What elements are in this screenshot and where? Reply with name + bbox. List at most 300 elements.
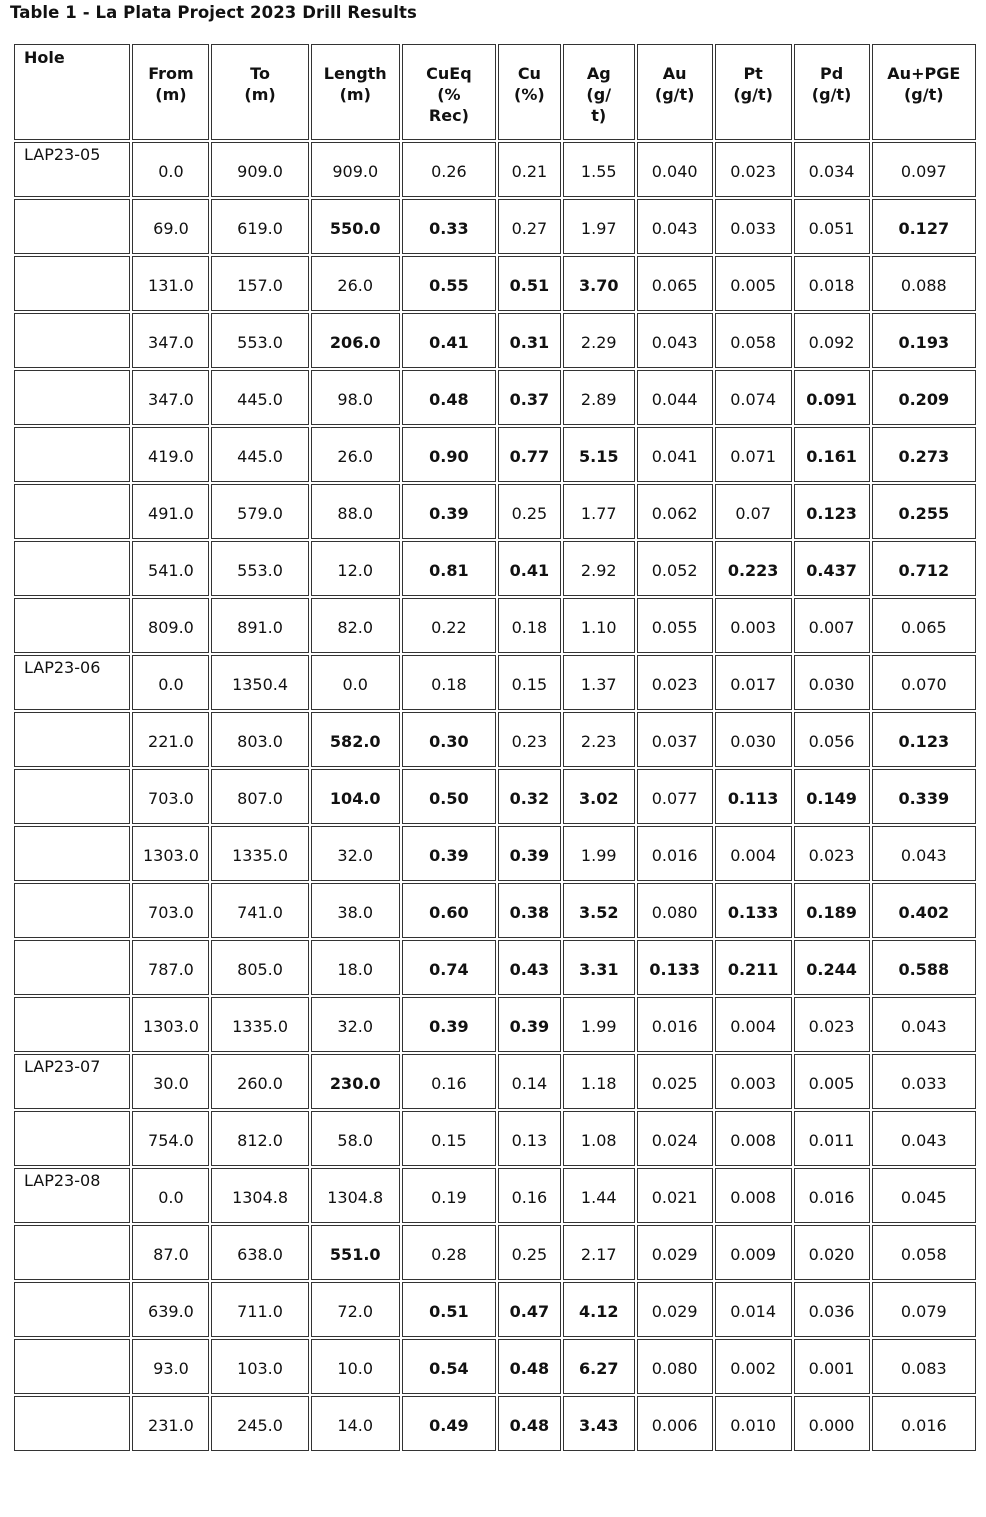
cell-from: 639.0 <box>132 1282 209 1337</box>
cell-to: 553.0 <box>211 313 308 368</box>
cell-from: 30.0 <box>132 1054 209 1109</box>
cell-cueq: 0.90 <box>402 427 496 482</box>
hole-cell <box>14 769 130 824</box>
cell-length: 26.0 <box>311 256 400 311</box>
cell-cueq: 0.41 <box>402 313 496 368</box>
cell-au-pge: 0.043 <box>872 997 976 1052</box>
cell-pd: 0.001 <box>794 1339 870 1394</box>
cell-au-pge: 0.070 <box>872 655 976 710</box>
cell-pd: 0.051 <box>794 199 870 254</box>
cell-pd: 0.092 <box>794 313 870 368</box>
cell-cu: 0.27 <box>498 199 561 254</box>
cell-pd: 0.244 <box>794 940 870 995</box>
table-row <box>14 598 976 653</box>
cell-pt: 0.058 <box>715 313 792 368</box>
cell-cu: 0.25 <box>498 1225 561 1280</box>
cell-au-pge: 0.127 <box>872 199 976 254</box>
cell-au-pge: 0.273 <box>872 427 976 482</box>
cell-cu: 0.39 <box>498 826 561 881</box>
cell-pt: 0.074 <box>715 370 792 425</box>
cell-ag: 1.99 <box>563 826 635 881</box>
cell-from: 0.0 <box>132 142 209 197</box>
cell-au-pge: 0.588 <box>872 940 976 995</box>
cell-pt: 0.133 <box>715 883 792 938</box>
cell-ag: 3.43 <box>563 1396 635 1451</box>
column-header-cu <box>498 44 561 140</box>
table-row <box>14 370 976 425</box>
cell-cueq: 0.15 <box>402 1111 496 1166</box>
column-header-line: (% <box>437 85 461 104</box>
column-header-cueq <box>402 44 496 140</box>
cell-from: 0.0 <box>132 655 209 710</box>
table-row <box>14 1282 976 1337</box>
cell-to: 445.0 <box>211 427 308 482</box>
column-header-line: To <box>250 64 270 83</box>
hole-cell <box>14 883 130 938</box>
cell-au: 0.062 <box>637 484 713 539</box>
cell-pt: 0.008 <box>715 1111 792 1166</box>
cell-to: 1335.0 <box>211 997 308 1052</box>
column-header-length <box>311 44 400 140</box>
cell-from: 703.0 <box>132 883 209 938</box>
cell-ag: 3.70 <box>563 256 635 311</box>
cell-au: 0.040 <box>637 142 713 197</box>
cell-pt: 0.223 <box>715 541 792 596</box>
cell-pd: 0.056 <box>794 712 870 767</box>
cell-to: 260.0 <box>211 1054 308 1109</box>
cell-length: 551.0 <box>311 1225 400 1280</box>
cell-length: 10.0 <box>311 1339 400 1394</box>
cell-au-pge: 0.083 <box>872 1339 976 1394</box>
cell-ag: 1.10 <box>563 598 635 653</box>
cell-cu: 0.39 <box>498 997 561 1052</box>
cell-cueq: 0.60 <box>402 883 496 938</box>
cell-cu: 0.38 <box>498 883 561 938</box>
column-header-from <box>132 44 209 140</box>
hole-cell <box>14 1225 130 1280</box>
cell-pt: 0.005 <box>715 256 792 311</box>
cell-pd: 0.005 <box>794 1054 870 1109</box>
table-row <box>14 1225 976 1280</box>
cell-cu: 0.48 <box>498 1396 561 1451</box>
cell-cueq: 0.26 <box>402 142 496 197</box>
cell-length: 32.0 <box>311 826 400 881</box>
cell-pd: 0.023 <box>794 997 870 1052</box>
column-header-line: Ag <box>586 64 611 83</box>
table-row <box>14 1339 976 1394</box>
cell-cueq: 0.51 <box>402 1282 496 1337</box>
table-row <box>14 1054 976 1109</box>
cell-ag: 2.92 <box>563 541 635 596</box>
cell-cu: 0.31 <box>498 313 561 368</box>
column-header-line: (m) <box>155 85 187 104</box>
cell-au-pge: 0.043 <box>872 826 976 881</box>
cell-cueq: 0.18 <box>402 655 496 710</box>
cell-from: 809.0 <box>132 598 209 653</box>
cell-length: 82.0 <box>311 598 400 653</box>
cell-pt: 0.071 <box>715 427 792 482</box>
cell-au-pge: 0.058 <box>872 1225 976 1280</box>
cell-cueq: 0.39 <box>402 997 496 1052</box>
hole-cell <box>14 541 130 596</box>
cell-pd: 0.000 <box>794 1396 870 1451</box>
cell-to: 909.0 <box>211 142 308 197</box>
column-header-line: (g/t) <box>654 85 695 104</box>
cell-au-pge: 0.123 <box>872 712 976 767</box>
cell-au-pge: 0.079 <box>872 1282 976 1337</box>
cell-pt: 0.004 <box>715 997 792 1052</box>
hole-cell <box>14 370 130 425</box>
hole-cell: LAP23-05 <box>14 142 130 197</box>
cell-from: 787.0 <box>132 940 209 995</box>
table-body <box>14 142 976 1451</box>
cell-from: 87.0 <box>132 1225 209 1280</box>
cell-au: 0.006 <box>637 1396 713 1451</box>
cell-cueq: 0.16 <box>402 1054 496 1109</box>
cell-au-pge: 0.255 <box>872 484 976 539</box>
cell-pt: 0.010 <box>715 1396 792 1451</box>
column-header-line: From <box>148 64 194 83</box>
cell-length: 0.0 <box>311 655 400 710</box>
cell-pd: 0.036 <box>794 1282 870 1337</box>
cell-from: 419.0 <box>132 427 209 482</box>
cell-to: 812.0 <box>211 1111 308 1166</box>
cell-pt: 0.002 <box>715 1339 792 1394</box>
cell-ag: 2.89 <box>563 370 635 425</box>
cell-pd: 0.007 <box>794 598 870 653</box>
cell-pt: 0.009 <box>715 1225 792 1280</box>
cell-pd: 0.161 <box>794 427 870 482</box>
cell-cueq: 0.50 <box>402 769 496 824</box>
cell-length: 12.0 <box>311 541 400 596</box>
column-header-pd <box>794 44 870 140</box>
cell-pt: 0.113 <box>715 769 792 824</box>
cell-from: 221.0 <box>132 712 209 767</box>
cell-length: 104.0 <box>311 769 400 824</box>
hole-cell <box>14 1111 130 1166</box>
cell-pt: 0.017 <box>715 655 792 710</box>
cell-ag: 4.12 <box>563 1282 635 1337</box>
cell-au: 0.044 <box>637 370 713 425</box>
cell-cueq: 0.55 <box>402 256 496 311</box>
cell-au: 0.029 <box>637 1225 713 1280</box>
column-header-line: Pd <box>819 64 844 83</box>
cell-cueq: 0.81 <box>402 541 496 596</box>
cell-from: 131.0 <box>132 256 209 311</box>
cell-cu: 0.48 <box>498 1339 561 1394</box>
cell-cu: 0.16 <box>498 1168 561 1223</box>
cell-cu: 0.41 <box>498 541 561 596</box>
column-header-line: (m) <box>244 85 276 104</box>
cell-au-pge: 0.402 <box>872 883 976 938</box>
column-header-line: Cu <box>517 64 541 83</box>
cell-au-pge: 0.033 <box>872 1054 976 1109</box>
cell-to: 891.0 <box>211 598 308 653</box>
hole-cell <box>14 997 130 1052</box>
cell-au: 0.016 <box>637 826 713 881</box>
cell-ag: 1.97 <box>563 199 635 254</box>
cell-cu: 0.14 <box>498 1054 561 1109</box>
cell-au: 0.080 <box>637 883 713 938</box>
hole-cell <box>14 826 130 881</box>
column-header-line: (g/t) <box>903 85 944 104</box>
cell-cu: 0.15 <box>498 655 561 710</box>
cell-ag: 1.55 <box>563 142 635 197</box>
cell-au: 0.080 <box>637 1339 713 1394</box>
cell-cueq: 0.30 <box>402 712 496 767</box>
cell-cu: 0.23 <box>498 712 561 767</box>
table-row <box>14 1396 976 1451</box>
cell-au: 0.037 <box>637 712 713 767</box>
cell-au-pge: 0.209 <box>872 370 976 425</box>
cell-length: 18.0 <box>311 940 400 995</box>
column-header-pt <box>715 44 792 140</box>
cell-cueq: 0.33 <box>402 199 496 254</box>
cell-pd: 0.023 <box>794 826 870 881</box>
column-header-au-pge <box>872 44 976 140</box>
cell-from: 231.0 <box>132 1396 209 1451</box>
cell-pd: 0.123 <box>794 484 870 539</box>
table-row <box>14 142 976 197</box>
column-header-line: Length <box>323 64 387 83</box>
hole-cell: LAP23-06 <box>14 655 130 710</box>
cell-from: 754.0 <box>132 1111 209 1166</box>
cell-pt: 0.003 <box>715 598 792 653</box>
cell-to: 1335.0 <box>211 826 308 881</box>
cell-to: 803.0 <box>211 712 308 767</box>
cell-pt: 0.033 <box>715 199 792 254</box>
cell-au: 0.077 <box>637 769 713 824</box>
cell-cueq: 0.48 <box>402 370 496 425</box>
cell-cueq: 0.74 <box>402 940 496 995</box>
cell-length: 38.0 <box>311 883 400 938</box>
cell-length: 582.0 <box>311 712 400 767</box>
cell-au-pge: 0.016 <box>872 1396 976 1451</box>
cell-ag: 3.31 <box>563 940 635 995</box>
cell-length: 72.0 <box>311 1282 400 1337</box>
cell-pd: 0.016 <box>794 1168 870 1223</box>
cell-au: 0.021 <box>637 1168 713 1223</box>
cell-to: 157.0 <box>211 256 308 311</box>
cell-pd: 0.149 <box>794 769 870 824</box>
column-header-to <box>211 44 308 140</box>
hole-cell <box>14 598 130 653</box>
column-header-hole <box>14 44 130 140</box>
hole-cell: LAP23-08 <box>14 1168 130 1223</box>
cell-pt: 0.008 <box>715 1168 792 1223</box>
cell-ag: 3.52 <box>563 883 635 938</box>
table-row <box>14 826 976 881</box>
cell-pd: 0.034 <box>794 142 870 197</box>
cell-au: 0.052 <box>637 541 713 596</box>
cell-cu: 0.25 <box>498 484 561 539</box>
cell-to: 103.0 <box>211 1339 308 1394</box>
table-row <box>14 940 976 995</box>
hole-cell <box>14 199 130 254</box>
table-row <box>14 712 976 767</box>
cell-cueq: 0.22 <box>402 598 496 653</box>
cell-to: 638.0 <box>211 1225 308 1280</box>
table-row <box>14 199 976 254</box>
table-row <box>14 484 976 539</box>
cell-au-pge: 0.097 <box>872 142 976 197</box>
cell-cu: 0.37 <box>498 370 561 425</box>
cell-pt: 0.030 <box>715 712 792 767</box>
cell-to: 807.0 <box>211 769 308 824</box>
cell-au: 0.043 <box>637 313 713 368</box>
column-header-line: Rec) <box>428 106 469 125</box>
cell-from: 69.0 <box>132 199 209 254</box>
cell-from: 491.0 <box>132 484 209 539</box>
cell-from: 0.0 <box>132 1168 209 1223</box>
column-header-line: Au <box>662 64 687 83</box>
column-header-line: (g/t) <box>811 85 852 104</box>
cell-from: 1303.0 <box>132 826 209 881</box>
cell-au: 0.133 <box>637 940 713 995</box>
cell-to: 445.0 <box>211 370 308 425</box>
cell-cu: 0.18 <box>498 598 561 653</box>
cell-pt: 0.003 <box>715 1054 792 1109</box>
drill-results-table <box>12 42 978 1453</box>
cell-cu: 0.21 <box>498 142 561 197</box>
cell-cu: 0.47 <box>498 1282 561 1337</box>
cell-cueq: 0.49 <box>402 1396 496 1451</box>
cell-cu: 0.77 <box>498 427 561 482</box>
cell-to: 1350.4 <box>211 655 308 710</box>
cell-ag: 2.17 <box>563 1225 635 1280</box>
cell-au: 0.024 <box>637 1111 713 1166</box>
cell-to: 619.0 <box>211 199 308 254</box>
cell-au: 0.023 <box>637 655 713 710</box>
table-row <box>14 883 976 938</box>
cell-length: 98.0 <box>311 370 400 425</box>
cell-pd: 0.011 <box>794 1111 870 1166</box>
table-row <box>14 427 976 482</box>
cell-to: 1304.8 <box>211 1168 308 1223</box>
cell-length: 550.0 <box>311 199 400 254</box>
column-header-line: CuEq <box>426 64 472 83</box>
cell-au-pge: 0.712 <box>872 541 976 596</box>
cell-ag: 5.15 <box>563 427 635 482</box>
cell-cu: 0.51 <box>498 256 561 311</box>
cell-ag: 1.18 <box>563 1054 635 1109</box>
table-row <box>14 1111 976 1166</box>
cell-length: 14.0 <box>311 1396 400 1451</box>
column-header-line: (g/ <box>586 85 612 104</box>
column-header-line: (m) <box>339 85 371 104</box>
cell-from: 703.0 <box>132 769 209 824</box>
cell-to: 553.0 <box>211 541 308 596</box>
cell-cueq: 0.19 <box>402 1168 496 1223</box>
cell-au: 0.065 <box>637 256 713 311</box>
cell-pd: 0.030 <box>794 655 870 710</box>
cell-au: 0.043 <box>637 199 713 254</box>
cell-au: 0.041 <box>637 427 713 482</box>
cell-au: 0.025 <box>637 1054 713 1109</box>
table-row <box>14 997 976 1052</box>
cell-length: 88.0 <box>311 484 400 539</box>
table-row <box>14 1168 976 1223</box>
hole-cell <box>14 940 130 995</box>
column-header-line: (%) <box>514 85 545 104</box>
cell-ag: 2.29 <box>563 313 635 368</box>
cell-to: 741.0 <box>211 883 308 938</box>
cell-to: 245.0 <box>211 1396 308 1451</box>
hole-cell <box>14 427 130 482</box>
cell-from: 347.0 <box>132 313 209 368</box>
cell-ag: 1.08 <box>563 1111 635 1166</box>
table-row <box>14 256 976 311</box>
cell-ag: 1.99 <box>563 997 635 1052</box>
cell-pd: 0.189 <box>794 883 870 938</box>
table-row <box>14 313 976 368</box>
cell-cu: 0.13 <box>498 1111 561 1166</box>
hole-cell <box>14 313 130 368</box>
cell-cueq: 0.39 <box>402 484 496 539</box>
cell-cu: 0.32 <box>498 769 561 824</box>
cell-to: 579.0 <box>211 484 308 539</box>
column-header-au <box>637 44 713 140</box>
cell-cueq: 0.54 <box>402 1339 496 1394</box>
cell-cueq: 0.28 <box>402 1225 496 1280</box>
cell-pd: 0.018 <box>794 256 870 311</box>
cell-length: 26.0 <box>311 427 400 482</box>
cell-from: 347.0 <box>132 370 209 425</box>
hole-cell <box>14 1339 130 1394</box>
cell-au-pge: 0.045 <box>872 1168 976 1223</box>
table-row <box>14 769 976 824</box>
cell-to: 805.0 <box>211 940 308 995</box>
cell-length: 206.0 <box>311 313 400 368</box>
table-row <box>14 541 976 596</box>
cell-au-pge: 0.193 <box>872 313 976 368</box>
cell-au: 0.029 <box>637 1282 713 1337</box>
cell-au-pge: 0.065 <box>872 598 976 653</box>
cell-ag: 1.37 <box>563 655 635 710</box>
hole-cell <box>14 712 130 767</box>
table-title: Table 1 - La Plata Project 2023 Drill Results <box>10 3 417 22</box>
cell-pd: 0.091 <box>794 370 870 425</box>
cell-pt: 0.211 <box>715 940 792 995</box>
cell-pt: 0.014 <box>715 1282 792 1337</box>
table-header <box>14 44 976 140</box>
cell-ag: 1.44 <box>563 1168 635 1223</box>
hole-cell <box>14 256 130 311</box>
cell-au: 0.055 <box>637 598 713 653</box>
header-row <box>14 44 976 140</box>
cell-pd: 0.020 <box>794 1225 870 1280</box>
cell-length: 909.0 <box>311 142 400 197</box>
cell-pd: 0.437 <box>794 541 870 596</box>
cell-to: 711.0 <box>211 1282 308 1337</box>
column-header-line: (g/t) <box>733 85 773 104</box>
column-header-ag <box>563 44 635 140</box>
cell-length: 230.0 <box>311 1054 400 1109</box>
cell-ag: 1.77 <box>563 484 635 539</box>
cell-au-pge: 0.043 <box>872 1111 976 1166</box>
cell-from: 1303.0 <box>132 997 209 1052</box>
column-header-line: Pt <box>743 64 763 83</box>
column-header-line: Hole <box>24 48 65 67</box>
column-header-line: t) <box>591 106 607 125</box>
hole-cell: LAP23-07 <box>14 1054 130 1109</box>
hole-cell <box>14 484 130 539</box>
hole-cell <box>14 1396 130 1451</box>
cell-length: 32.0 <box>311 997 400 1052</box>
cell-au-pge: 0.339 <box>872 769 976 824</box>
cell-ag: 2.23 <box>563 712 635 767</box>
cell-length: 58.0 <box>311 1111 400 1166</box>
